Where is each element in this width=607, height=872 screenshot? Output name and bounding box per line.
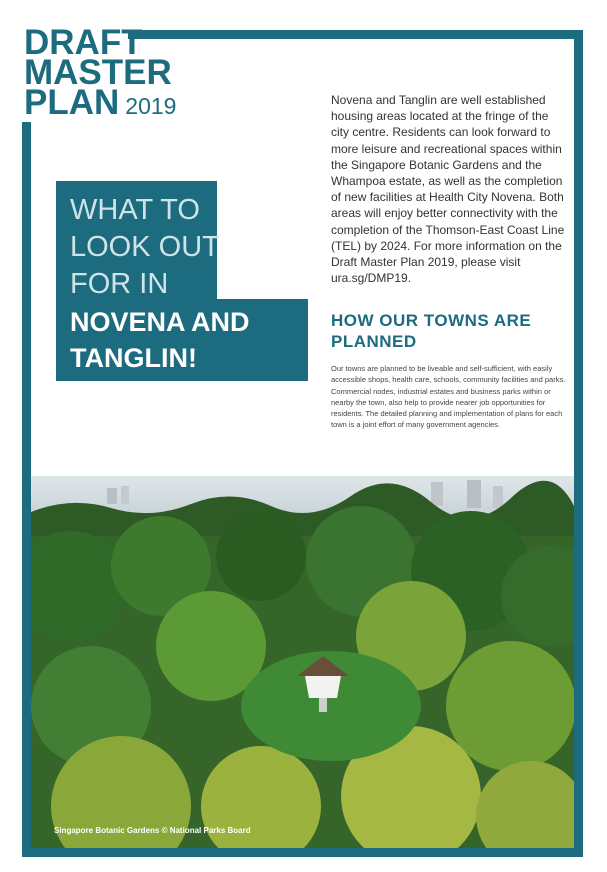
section-body: Our towns are planned to be liveable and self-sufficient, with easily accessible shops, health care, schools, community facilities and parks. Commercial nodes, industrial estates and business parks within or nearby the town, also help to provide nearer job opportunities for residents. The detailed planning and implementation of plans for each town is a joint effort of many government agencies. — [331, 364, 566, 430]
logo-line-2: MASTER — [24, 53, 172, 92]
botanic-gardens-photo — [31, 476, 574, 848]
logo-year: 2019 — [125, 93, 177, 119]
frame-right — [574, 30, 583, 850]
draft-master-plan-logo — [24, 23, 177, 122]
title-main: NOVENA AND TANGLIN! — [70, 307, 250, 373]
frame-bottom — [22, 848, 583, 857]
intro-paragraph: Novena and Tanglin are well established housing areas located at the fringe of the city centre. Residents can look forward to more leisure and recreational spaces within the Singapore Botanic Gardens and the Whampoa estate, as well as the completion of new facilities at Health City Novena. Both areas will enjoy better connectivity with the completion of the Thomson-East Coast Line (TEL) by 2024. For more information on the Draft Master Plan 2019, please visit ura.sg/DMP19. — [331, 93, 565, 286]
title-prefix: WHAT TO LOOK OUT FOR IN — [70, 194, 220, 300]
logo-line-1: DRAFT — [24, 23, 143, 62]
logo-line-3: PLAN 2019 — [24, 83, 177, 122]
aerial-garden-illustration — [31, 476, 574, 848]
photo-caption: Singapore Botanic Gardens © National Parks Board — [54, 826, 251, 835]
section-heading: HOW OUR TOWNS ARE PLANNED — [331, 311, 532, 351]
frame-top — [128, 30, 583, 39]
frame-left — [22, 122, 31, 857]
